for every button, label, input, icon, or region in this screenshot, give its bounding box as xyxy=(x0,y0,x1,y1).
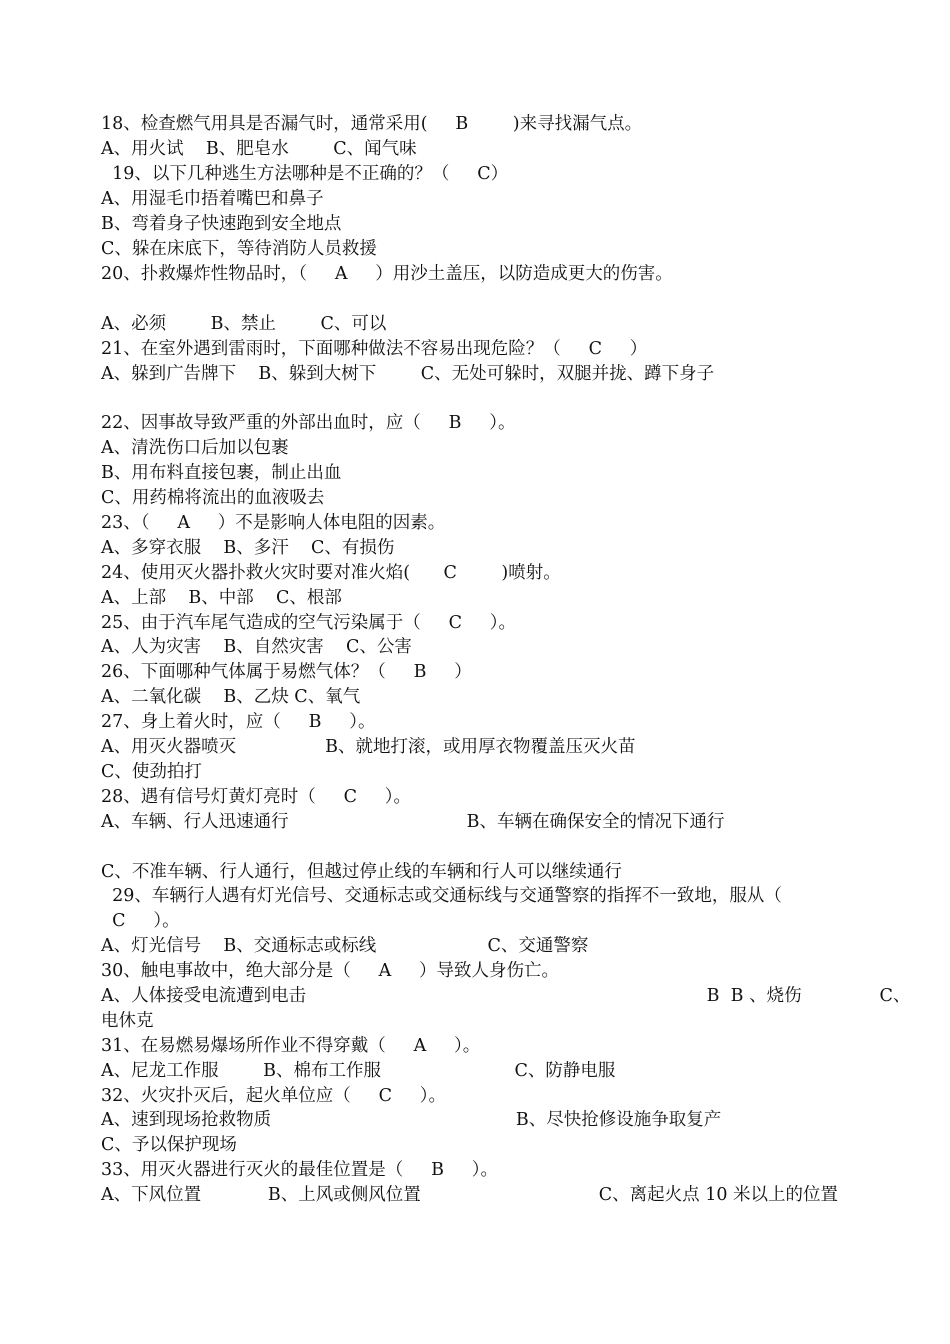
text-line: A、速到现场抢救物质 B、尽快抢修设施争取复产 xyxy=(101,1110,722,1130)
text-line: B、弯着身子快速跑到安全地点 xyxy=(101,214,342,234)
text-line: 23、（ A ）不是影响人体电阻的因素。 xyxy=(101,513,446,533)
text-line: A、人体接受电流遭到电击 B B 、烧伤 C、 xyxy=(101,986,911,1006)
text-line: A、尼龙工作服 B、棉布工作服 C、防静电服 xyxy=(101,1061,616,1081)
text-line: A、车辆、行人迅速通行 B、车辆在确保安全的情况下通行 xyxy=(101,812,725,832)
text-line: C、予以保护现场 xyxy=(101,1135,237,1155)
text-line: A、用灭火器喷灭 B、就地打滚，或用厚衣物覆盖压灭火苗 xyxy=(101,737,636,757)
text-line: A、清洗伤口后加以包裹 xyxy=(101,438,289,458)
text-line: C、使劲拍打 xyxy=(101,762,202,782)
text-line: C、躲在床底下，等待消防人员救援 xyxy=(101,239,377,259)
text-line: 21、在室外遇到雷雨时，下面哪种做法不容易出现危险？（ C ） xyxy=(101,339,648,359)
text-line: 33、用灭火器进行灭火的最佳位置是（ B ）。 xyxy=(101,1160,499,1180)
text-line: 20、扑救爆炸性物品时，（ A ）用沙土盖压，以防造成更大的伤害。 xyxy=(101,264,673,284)
text-line: A、躲到广告牌下 B、躲到大树下 C、无处可躲时，双腿并拢、蹲下身子 xyxy=(101,364,715,384)
text-line: 18、检查燃气用具是否漏气时，通常采用( B )来寻找漏气点。 xyxy=(101,114,643,134)
text-line: 24、使用灭火器扑救火灾时要对准火焰( C )喷射。 xyxy=(101,563,561,583)
text-line: 19、以下几种逃生方法哪种是不正确的？（ C） xyxy=(101,164,509,184)
text-line: 22、因事故导致严重的外部出血时，应（ B ）。 xyxy=(101,413,516,433)
text-line: C、用药棉将流出的血液吸去 xyxy=(101,488,325,508)
text-line: A、灯光信号 B、交通标志或标线 C、交通警察 xyxy=(101,936,589,956)
text-line: 电休克 xyxy=(101,1011,154,1031)
text-line: C ）。 xyxy=(101,911,180,931)
text-line: A、二氧化碳 B、乙炔 C、氧气 xyxy=(101,687,361,707)
text-line: 25、由于汽车尾气造成的空气污染属于（ C ）。 xyxy=(101,613,517,633)
text-line: A、用湿毛巾捂着嘴巴和鼻子 xyxy=(101,189,324,209)
text-line: 31、在易燃易爆场所作业不得穿戴（ A ）。 xyxy=(101,1036,481,1056)
text-line: 30、触电事故中，绝大部分是（ A ）导致人身伤亡。 xyxy=(101,961,560,981)
text-line: 26、下面哪种气体属于易燃气体？（ B ） xyxy=(101,662,472,682)
text-line: B、用布料直接包裹，制止出血 xyxy=(101,463,342,483)
text-line: C、不准车辆、行人通行，但越过停止线的车辆和行人可以继续通行 xyxy=(101,862,622,882)
text-line: 28、遇有信号灯黄灯亮时（ C ）。 xyxy=(101,787,412,807)
text-line: A、人为灾害 B、自然灾害 C、公害 xyxy=(101,637,412,657)
text-line: 29、车辆行人遇有灯光信号、交通标志或交通标线与交通警察的指挥不一致地，服从（ xyxy=(101,886,782,906)
text-line: A、必须 B、禁止 C、可以 xyxy=(101,314,387,334)
text-line: 27、身上着火时，应（ B ）。 xyxy=(101,712,376,732)
text-line: A、上部 B、中部 C、根部 xyxy=(101,588,342,608)
text-line: 32、火灾扑灭后，起火单位应（ C ）。 xyxy=(101,1086,447,1106)
text-line: A、多穿衣服 B、多汗 C、有损伤 xyxy=(101,538,395,558)
text-line: A、下风位置 B、上风或侧风位置 C、离起火点 10 米以上的位置 xyxy=(101,1185,839,1205)
text-line: A、用火试 B、肥皂水 C、闻气味 xyxy=(101,139,417,159)
